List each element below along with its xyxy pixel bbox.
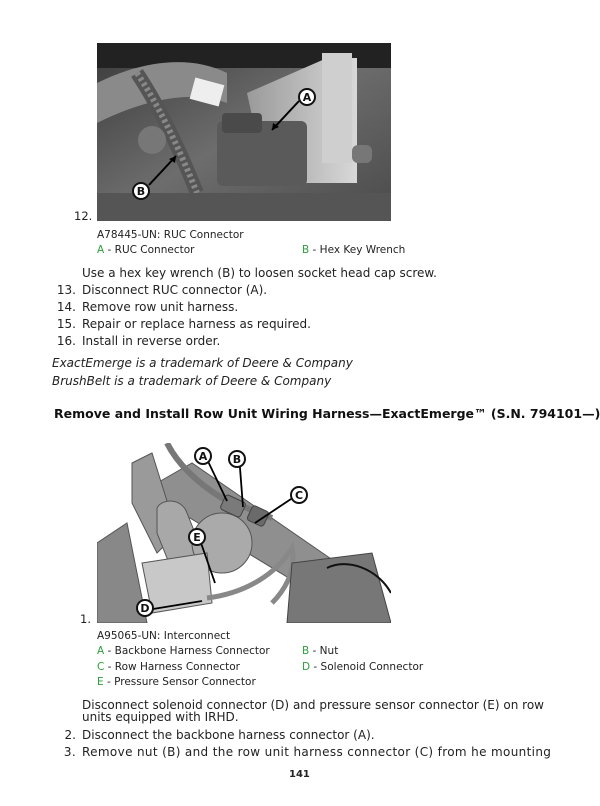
callout-d xyxy=(137,600,153,616)
figure2-photo xyxy=(97,443,391,623)
step-item xyxy=(54,728,375,742)
svg-text:D: D xyxy=(140,602,150,615)
legend-letter: E xyxy=(97,676,104,688)
figure1-legend-a xyxy=(97,244,194,256)
callout-b xyxy=(133,183,149,199)
legend-label: - Nut xyxy=(309,645,339,657)
figure2-caption: A95065-UN: Interconnect xyxy=(97,630,231,642)
figure1-photo xyxy=(97,43,391,221)
legend-letter: C xyxy=(97,661,105,673)
step-text: Remove nut (B) and the row unit harness connector (C) from he mounting xyxy=(82,745,552,759)
step-text: Disconnect the backbone harness connector (A). xyxy=(82,728,375,742)
legend-label: - Solenoid Connector xyxy=(310,661,424,673)
step-number: 16. xyxy=(56,334,76,348)
figure2-legend-c xyxy=(97,661,240,673)
figure1-caption: A78445-UN: RUC Connector xyxy=(97,229,244,241)
step-text: Remove row unit harness. xyxy=(82,300,239,314)
section-heading: Remove and Install Row Unit Wiring Harness—ExactEmerge™ (S.N. 794101—) xyxy=(54,406,600,421)
step1-text: Disconnect solenoid connector (D) and pressure sensor connector (E) on row units equipped with IRHD. xyxy=(82,698,544,724)
step-text: Disconnect RUC connector (A). xyxy=(82,283,268,297)
callout-e xyxy=(189,529,205,545)
callout-a xyxy=(299,89,315,105)
step-item xyxy=(54,745,551,759)
legend-letter: D xyxy=(302,661,311,673)
svg-text:C: C xyxy=(294,489,304,502)
svg-text:A: A xyxy=(302,91,312,104)
svg-text:A: A xyxy=(198,450,208,463)
legend-letter: B xyxy=(302,645,310,657)
svg-text:E: E xyxy=(193,531,201,544)
legend-letter: A xyxy=(97,244,105,256)
callout-b xyxy=(229,451,245,467)
figure2-legend-d xyxy=(302,661,423,673)
interconnect-illustration xyxy=(97,443,391,623)
figure2-legend-e xyxy=(97,676,256,688)
figure2-legend-a xyxy=(97,645,270,657)
figure2-step-number: 1. xyxy=(80,612,91,626)
step12-text: Use a hex key wrench (B) to loosen socket head cap screw. xyxy=(82,266,437,280)
legend-letter: B xyxy=(302,244,310,256)
step-number: 14. xyxy=(56,300,76,314)
legend-label: - Pressure Sensor Connector xyxy=(103,676,256,688)
legend-label: - Backbone Harness Connector xyxy=(104,645,270,657)
legend-label: - Hex Key Wrench xyxy=(309,244,406,256)
svg-text:B: B xyxy=(136,185,146,198)
step-item xyxy=(54,283,267,297)
legend-label: - Row Harness Connector xyxy=(104,661,240,673)
figure1-step-number: 12. xyxy=(74,209,93,223)
step-number: 3. xyxy=(63,745,76,759)
trademark-note: ExactEmerge is a trademark of Deere & Company xyxy=(52,356,353,370)
figure2-legend-b xyxy=(302,645,338,657)
ruc-connector-photo xyxy=(97,43,391,221)
step-text: Install in reverse order. xyxy=(82,334,221,348)
step-number: 2. xyxy=(64,728,76,742)
figure1-legend-b xyxy=(302,244,405,256)
step-number: 13. xyxy=(56,283,76,297)
legend-letter: A xyxy=(97,645,105,657)
trademark-note: BrushBelt is a trademark of Deere & Company xyxy=(52,374,332,388)
page-number: 141 xyxy=(289,769,310,780)
legend-label: - RUC Connector xyxy=(104,244,195,256)
step-item xyxy=(54,317,311,331)
step-text: Repair or replace harness as required. xyxy=(82,317,311,331)
step-item xyxy=(54,300,238,314)
step-number: 15. xyxy=(56,317,76,331)
svg-text:B: B xyxy=(232,453,242,466)
step-item xyxy=(54,334,220,348)
callout-c xyxy=(291,487,307,503)
callout-a xyxy=(195,448,211,464)
